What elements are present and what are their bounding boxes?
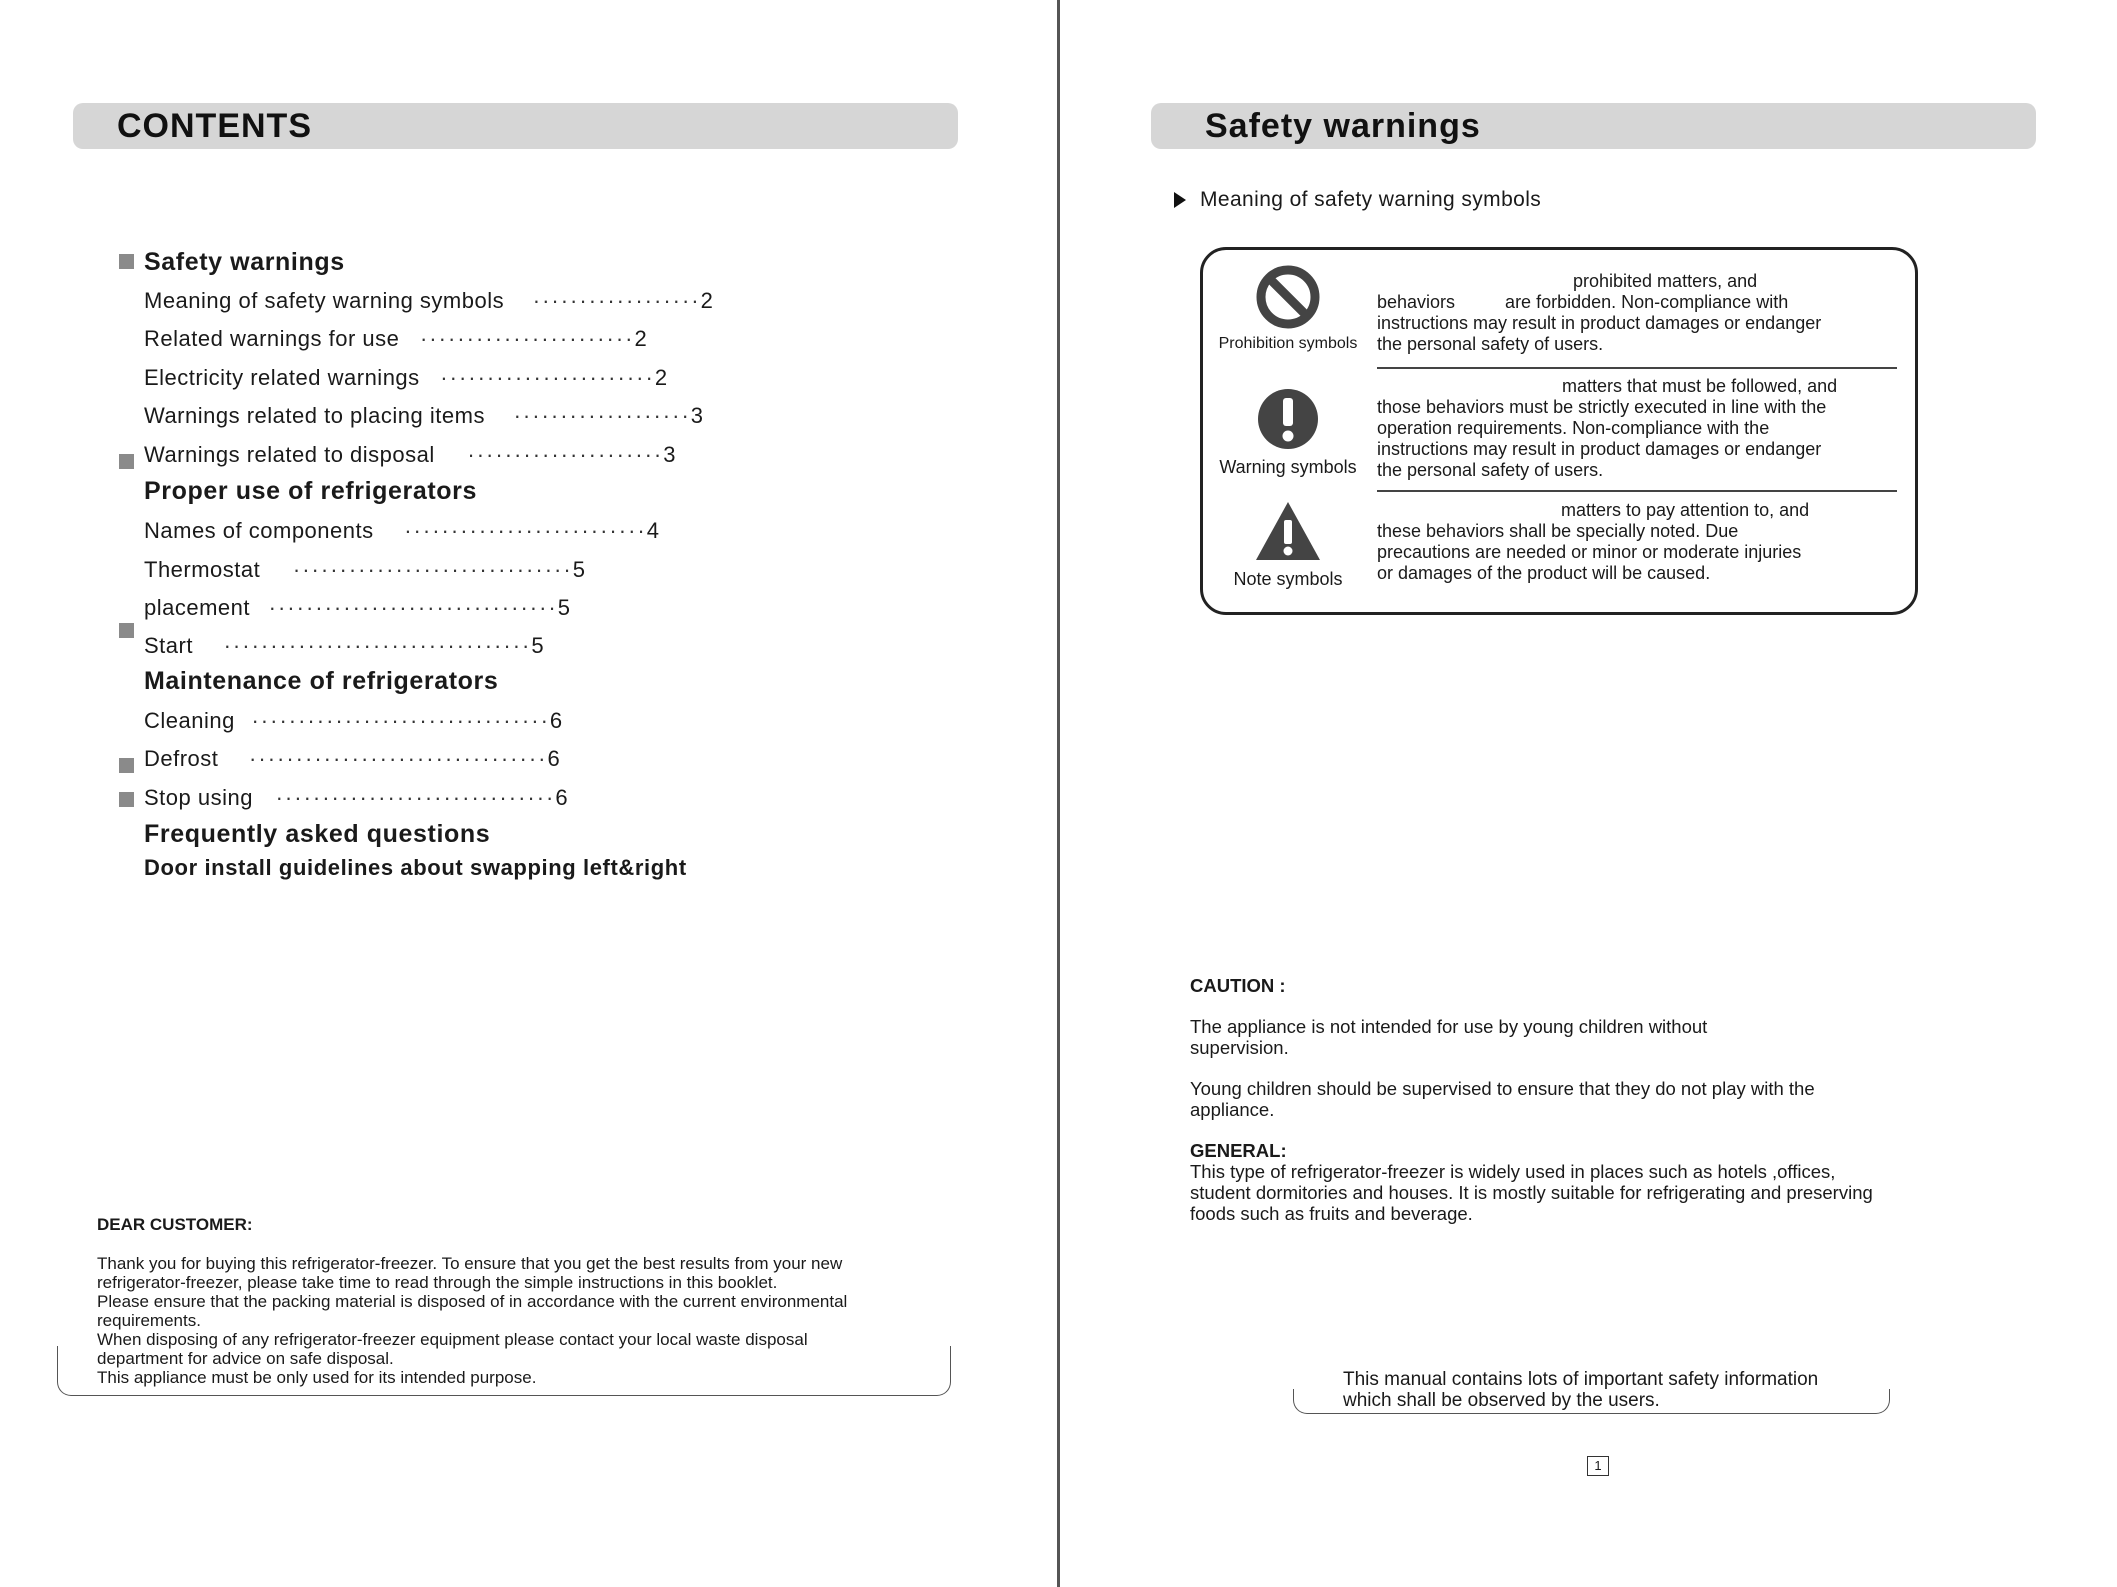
- general-title: GENERAL:: [1190, 1140, 1287, 1161]
- toc-bullet: [119, 254, 134, 269]
- toc-entry[interactable]: [144, 518, 659, 544]
- description-line: those behaviors must be strictly executed in line with the: [1377, 397, 1827, 417]
- general-line: This type of refrigerator-freezer is widely used in places such as hotels ,offices,: [1190, 1161, 1836, 1182]
- toc-leader-dots: ······························: [292, 557, 573, 582]
- note-symbol: [1203, 498, 1373, 590]
- toc-entry-label: placement: [144, 595, 251, 620]
- prohibition-icon: [1255, 264, 1321, 330]
- toc-entry-label: Electricity related warnings: [144, 365, 420, 390]
- dear-customer-line: department for advice on safe disposal.: [97, 1349, 394, 1368]
- page-number: 1: [1587, 1456, 1609, 1476]
- description-line: behaviors are forbidden. Non-compliance with: [1377, 292, 1789, 312]
- description-line: the personal safety of users.: [1377, 334, 1604, 354]
- symbol-divider: [1377, 490, 1897, 492]
- prohibition-symbol: [1203, 264, 1373, 353]
- warning-triangle-icon: [1252, 498, 1324, 564]
- description-line: matters to pay attention to, and: [1561, 500, 1810, 520]
- toc-entry-label: Start: [144, 633, 193, 658]
- caution-para-line: The appliance is not intended for use by young children without: [1190, 1016, 1708, 1037]
- warning-symbol-label: Warning symbols: [1219, 457, 1357, 477]
- toc-page-number: 2: [634, 326, 648, 351]
- toc-page-number: 6: [549, 708, 563, 733]
- manual-note-line: This manual contains lots of important safety information: [1343, 1369, 1819, 1390]
- toc-heading-faq[interactable]: Frequently asked questions: [144, 820, 491, 848]
- toc-entry[interactable]: [144, 785, 568, 811]
- toc-entry[interactable]: [144, 326, 647, 352]
- safety-title: Safety warnings: [1205, 107, 1481, 145]
- toc-entry[interactable]: [144, 633, 544, 659]
- toc-leader-dots: ·······························: [268, 595, 558, 620]
- contents-title: CONTENTS: [117, 107, 312, 145]
- prohibition-description: [1377, 271, 1897, 355]
- toc-entry-label: Cleaning: [144, 708, 235, 733]
- toc-page-number: 5: [557, 595, 571, 620]
- description-line: matters that must be followed, and: [1562, 376, 1838, 396]
- toc-entry[interactable]: [144, 442, 676, 468]
- manual-note-bracket: [1293, 1389, 1890, 1414]
- safety-symbols-box: [1200, 247, 1918, 615]
- toc-page-number: 6: [555, 785, 569, 810]
- toc-leader-dots: ·······················: [440, 365, 655, 390]
- description-line: operation requirements. Non-compliance with the: [1377, 418, 1770, 438]
- description-line: precautions are needed or minor or moderate injuries: [1377, 542, 1802, 562]
- note-description: [1377, 500, 1897, 584]
- symbols-subheading-text: Meaning of safety warning symbols: [1200, 188, 1542, 211]
- toc-entry[interactable]: [144, 403, 704, 429]
- dear-customer-line: Thank you for buying this refrigerator-freezer. To ensure that you get the best results from your new: [97, 1254, 843, 1273]
- page-divider: [1057, 0, 1060, 1587]
- prohibition-symbol-label: Prohibition symbols: [1218, 335, 1358, 352]
- dear-customer-line: refrigerator-freezer, please take time to read through the simple instructions in this booklet.: [97, 1273, 778, 1292]
- symbol-divider: [1377, 367, 1897, 369]
- toc-heading-proper-use[interactable]: Proper use of refrigerators: [144, 477, 477, 505]
- toc-bullet: [119, 792, 134, 807]
- toc-entry-label: Thermostat: [144, 557, 261, 582]
- description-line: instructions may result in product damages or endanger: [1377, 313, 1822, 333]
- toc-page-number: 2: [700, 288, 714, 313]
- toc-entry[interactable]: [144, 557, 585, 583]
- toc-entry-label: Warnings related to disposal: [144, 442, 435, 467]
- toc-entry-label: Warnings related to placing items: [144, 403, 485, 428]
- description-line: or damages of the product will be caused.: [1377, 563, 1711, 583]
- toc-heading-maintenance[interactable]: Maintenance of refrigerators: [144, 667, 499, 695]
- toc-entry-label: Meaning of safety warning symbols: [144, 288, 505, 313]
- toc-entry[interactable]: [144, 288, 713, 314]
- toc-page-number: 3: [690, 403, 704, 428]
- toc-entry[interactable]: [144, 365, 668, 391]
- toc-entry-label: Names of components: [144, 518, 374, 543]
- toc-bullet: [119, 623, 134, 638]
- toc-leader-dots: ··················: [532, 288, 701, 313]
- toc-leader-dots: ·····················: [467, 442, 664, 467]
- caution-title: CAUTION :: [1190, 975, 1286, 996]
- caution-para-line: appliance.: [1190, 1099, 1275, 1120]
- toc-page-number: 2: [654, 365, 668, 390]
- dear-customer-bracket: [57, 1346, 951, 1396]
- left-page: [0, 0, 1057, 1587]
- toc-heading-door-install[interactable]: Door install guidelines about swapping left&right: [144, 855, 687, 880]
- note-symbol-label: Note symbols: [1233, 569, 1343, 589]
- toc-entry-label: Related warnings for use: [144, 326, 400, 351]
- description-line: prohibited matters, and: [1573, 271, 1758, 291]
- toc-leader-dots: ································: [249, 746, 548, 771]
- toc-bullet: [119, 758, 134, 773]
- caution-para-line: Young children should be supervised to ensure that they do not play with the: [1190, 1078, 1815, 1099]
- description-line: these behaviors shall be specially noted. Due: [1377, 521, 1739, 541]
- toc-page-number: 5: [572, 557, 586, 582]
- toc-page-number: 4: [646, 518, 660, 543]
- toc-page-number: 5: [531, 633, 545, 658]
- toc-leader-dots: ··························: [404, 518, 647, 543]
- caution-para-line: supervision.: [1190, 1037, 1289, 1058]
- dear-customer-line: When disposing of any refrigerator-freezer equipment please contact your local waste disposal: [97, 1330, 808, 1349]
- toc-entry-label: Stop using: [144, 785, 253, 810]
- exclamation-icon: [1255, 386, 1321, 452]
- warning-symbol: [1203, 386, 1373, 478]
- dear-customer-line: Please ensure that the packing material is disposed of in accordance with the current environmental: [97, 1292, 848, 1311]
- toc-entry-label: Defrost: [144, 746, 219, 771]
- toc-entry[interactable]: [144, 746, 560, 772]
- manual-note-line: which shall be observed by the users.: [1343, 1390, 1660, 1411]
- description-line: the personal safety of users.: [1377, 460, 1604, 480]
- toc-leader-dots: ·······················: [419, 326, 635, 351]
- toc-leader-dots: ·································: [223, 633, 532, 658]
- toc-page-number: 3: [663, 442, 677, 467]
- safety-header-bar: [1151, 103, 2036, 149]
- contents-header-bar: [73, 103, 958, 149]
- symbols-subheading: [1174, 188, 1541, 212]
- caution-section: [1190, 975, 1990, 1224]
- dear-customer-title: DEAR CUSTOMER:: [97, 1215, 253, 1234]
- toc-leader-dots: ······························: [275, 785, 556, 810]
- toc-page-number: 6: [547, 746, 561, 771]
- dear-customer-line: This appliance must be only used for its intended purpose.: [97, 1368, 537, 1387]
- warning-description: [1377, 376, 1897, 481]
- general-line: student dormitories and houses. It is mostly suitable for refrigerating and preserving: [1190, 1182, 1873, 1203]
- toc-heading-safety[interactable]: Safety warnings: [144, 248, 345, 276]
- triangle-bullet-icon: [1174, 192, 1186, 208]
- description-line: instructions may result in product damages or endanger: [1377, 439, 1822, 459]
- toc-bullet: [119, 454, 134, 469]
- dear-customer-line: requirements.: [97, 1311, 201, 1330]
- toc-entry[interactable]: [144, 595, 571, 621]
- toc-leader-dots: ································: [251, 708, 550, 733]
- general-line: foods such as fruits and beverage.: [1190, 1203, 1473, 1224]
- toc-leader-dots: ···················: [513, 403, 691, 428]
- toc-entry[interactable]: [144, 708, 563, 734]
